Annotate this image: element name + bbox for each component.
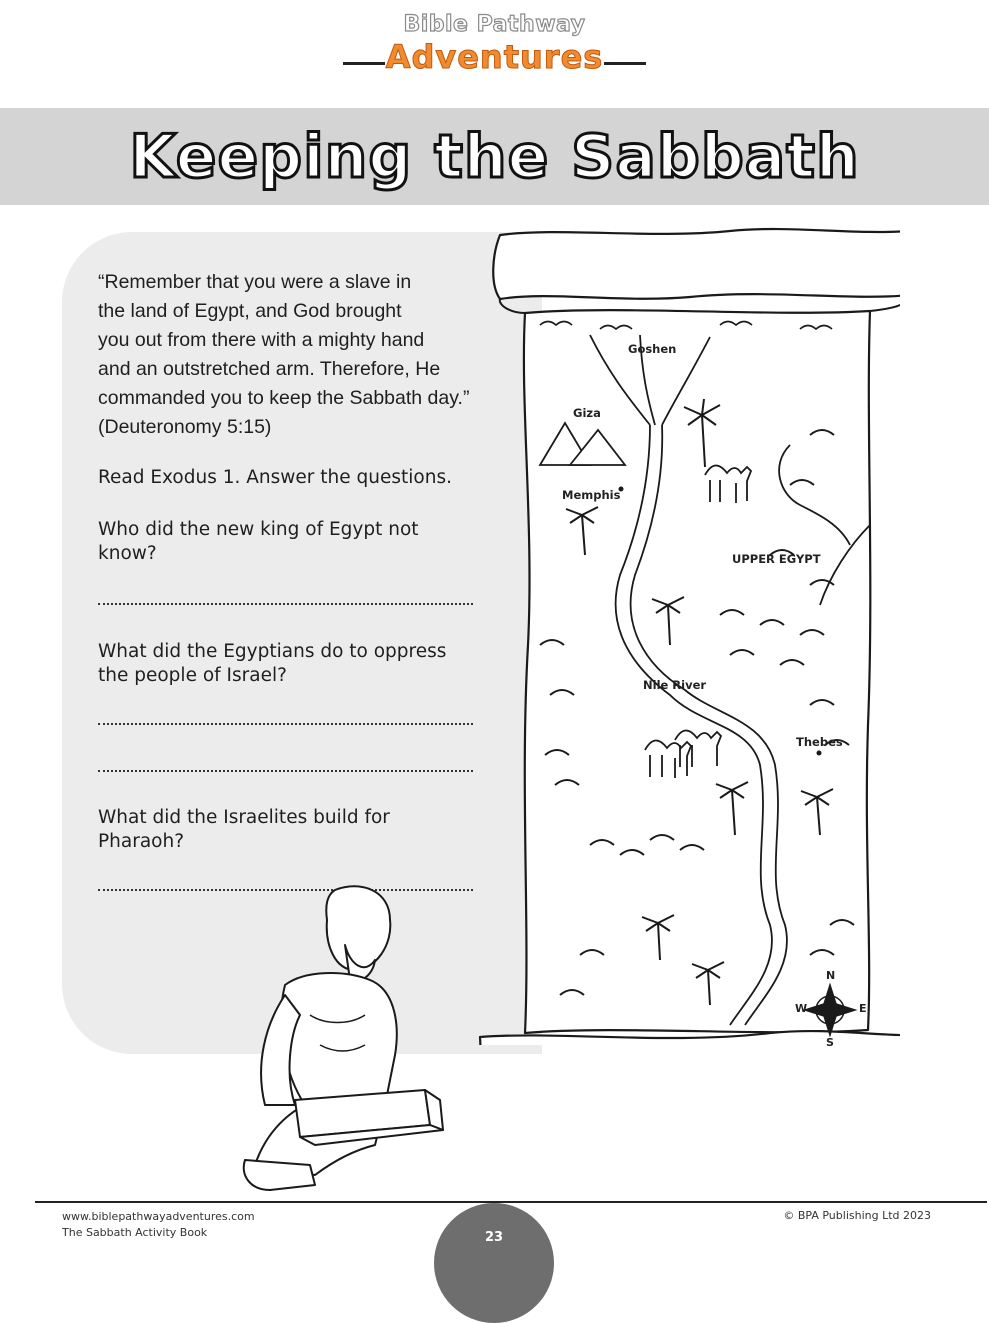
thebes-dot bbox=[817, 751, 822, 756]
question-3 bbox=[98, 806, 498, 854]
footer-divider bbox=[35, 1201, 987, 1203]
scripture-quote bbox=[98, 268, 498, 442]
page-number-badge bbox=[434, 1203, 554, 1323]
question-text: Who did the new king of Egypt not bbox=[98, 519, 419, 540]
verse-line: “Remember that you were a slave in bbox=[98, 271, 412, 293]
map-label-giza: Giza bbox=[573, 406, 601, 420]
verse-line: and an outstretched arm. Therefore, He bbox=[98, 358, 441, 380]
map-label-upper-egypt: UPPER EGYPT bbox=[732, 552, 821, 566]
answer-line[interactable] bbox=[98, 723, 473, 725]
scroll-top-roll bbox=[493, 229, 900, 299]
answer-line[interactable] bbox=[98, 603, 473, 605]
footer-website: www.biblepathwayadventures.com bbox=[62, 1210, 255, 1223]
map-label-thebes: Thebes bbox=[796, 735, 843, 749]
map-label-memphis: Memphis bbox=[562, 488, 621, 502]
compass-east: E bbox=[859, 1002, 867, 1015]
scroll-curl-left bbox=[500, 299, 525, 313]
answer-line[interactable] bbox=[98, 770, 473, 772]
question-text: know? bbox=[98, 543, 157, 564]
verse-line: commanded you to keep the Sabbath day.” bbox=[98, 387, 470, 409]
question-text: Pharaoh? bbox=[98, 831, 185, 852]
verse-line: you out from there with a mighty hand bbox=[98, 329, 425, 351]
question-1 bbox=[98, 518, 498, 566]
map-label-nile-river: Nile River bbox=[643, 678, 707, 692]
scroll-bottom-roll bbox=[480, 1031, 900, 1045]
question-2 bbox=[98, 640, 498, 688]
verse-reference: (Deuteronomy 5:15) bbox=[98, 416, 272, 438]
question-text: What did the Egyptians do to oppress bbox=[98, 641, 447, 662]
compass-south: S bbox=[826, 1036, 834, 1049]
footer-copyright: © BPA Publishing Ltd 2023 bbox=[783, 1209, 931, 1222]
map-label-goshen: Goshen bbox=[628, 342, 677, 356]
page-number: 23 bbox=[484, 1230, 504, 1245]
logo-line-main: Adventures bbox=[385, 38, 604, 76]
compass-north: N bbox=[826, 969, 836, 982]
logo-line-top: Bible Pathway bbox=[403, 12, 586, 37]
verse-line: the land of Egypt, and God brought bbox=[98, 300, 402, 322]
page-title: Keeping the Sabbath bbox=[129, 122, 860, 192]
egypt-map-scroll bbox=[470, 225, 900, 1045]
footer-left bbox=[62, 1209, 255, 1241]
slave-carrying-brick-illustration bbox=[225, 875, 455, 1195]
instructions: Read Exodus 1. Answer the questions. bbox=[98, 467, 452, 488]
footer-book-title: The Sabbath Activity Book bbox=[62, 1226, 208, 1239]
question-text: What did the Israelites build for bbox=[98, 807, 390, 828]
question-text: the people of Israel? bbox=[98, 665, 287, 686]
logo-dash-right bbox=[604, 62, 646, 65]
compass-west: W bbox=[795, 1002, 808, 1015]
